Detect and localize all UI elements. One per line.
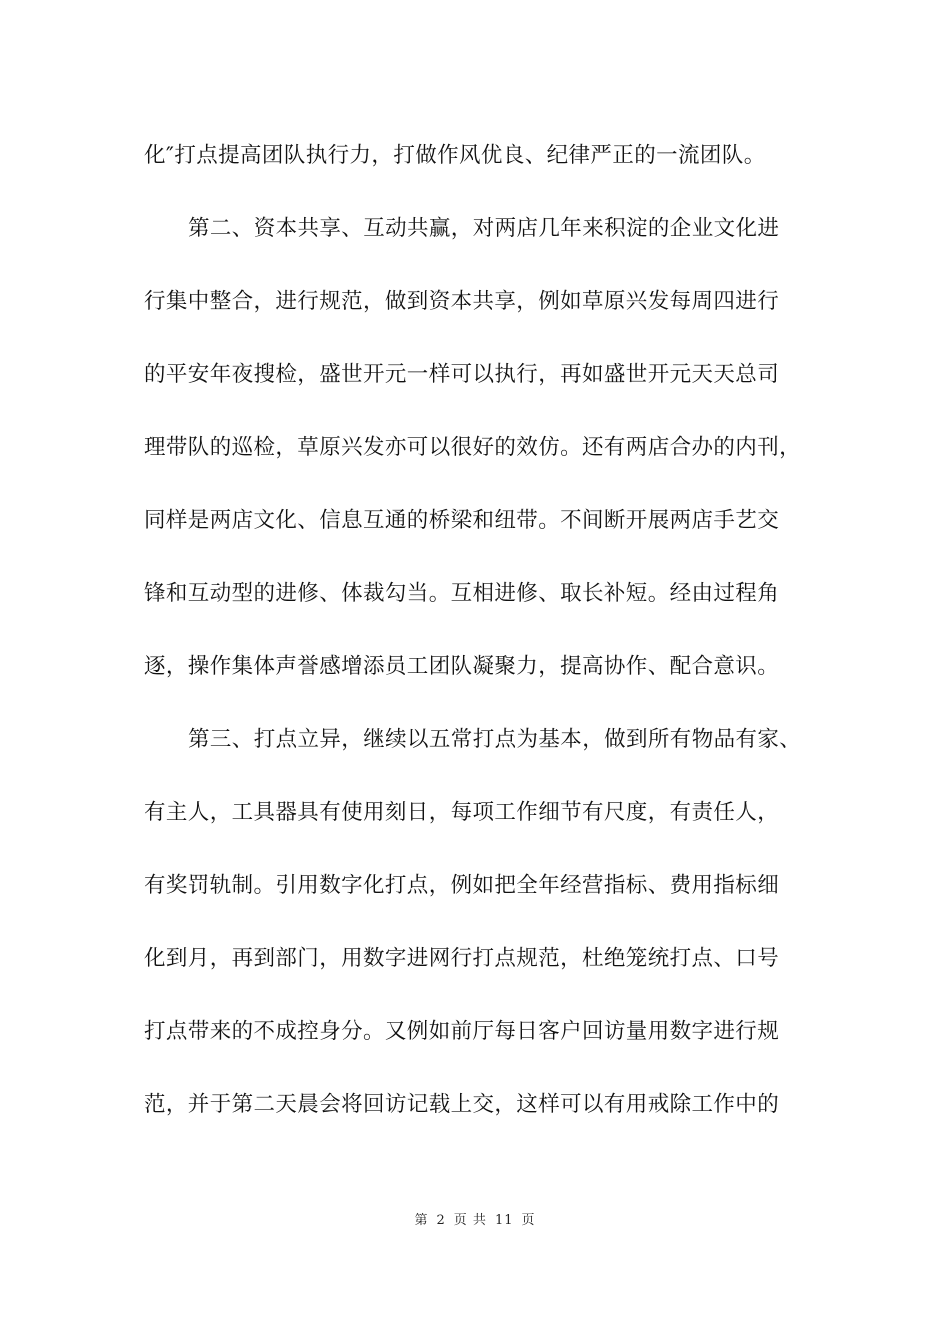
text-line: 锋和互动型的进修、体裁勾当。互相进修、取长补短。经由过程角 [144, 581, 780, 606]
text-line: 理带队的巡检，草原兴发亦可以很好的效仿。还有两店合办的内刊， [144, 435, 802, 460]
body-text [144, 131, 844, 1129]
footer-prefix: 第 [414, 1213, 429, 1228]
text-line: 化到月，再到部门，用数字进网行打点规范，杜绝笼统打点、口号 [144, 946, 780, 971]
text-line: 的平安年夜搜检，盛世开元一样可以执行，再如盛世开元天天总司 [144, 362, 780, 387]
page-footer [0, 1209, 950, 1228]
text-line: 第二、资本共享、互动共赢，对两店几年来积淀的企业文化进 [188, 216, 780, 241]
footer-middle: 页 共 [453, 1213, 487, 1228]
text-line: 同样是两店文化、信息互通的桥梁和纽带。不间断开展两店手艺交 [144, 508, 780, 533]
footer-page-number: 2 [436, 1213, 446, 1228]
text-line: 逐，操作集体声誉感增添员工团队凝聚力，提高协作、配合意识。 [144, 654, 780, 679]
text-line: 有奖罚轨制。引用数字化打点，例如把全年经营指标、费用指标细 [144, 873, 780, 898]
text-line: 有主人，工具器具有使用刻日，每项工作细节有尺度，有责任人， [144, 800, 780, 825]
text-line: 范，并于第二天晨会将回访记载上交，这样可以有用戒除工作中的 [144, 1092, 780, 1117]
footer-suffix: 页 [521, 1213, 536, 1228]
footer-total-pages: 11 [494, 1213, 514, 1228]
text-line: 第三、打点立异，继续以五常打点为基本，做到所有物品有家、 [188, 727, 802, 752]
text-line: 打点带来的不成控身分。又例如前厅每日客户回访量用数字进行规 [144, 1019, 780, 1044]
text-line: 化″打点提高团队执行力，打做作风优良、纪律严正的一流团队。 [144, 143, 766, 168]
text-line: 行集中整合，进行规范，做到资本共享，例如草原兴发每周四进行 [144, 289, 780, 314]
